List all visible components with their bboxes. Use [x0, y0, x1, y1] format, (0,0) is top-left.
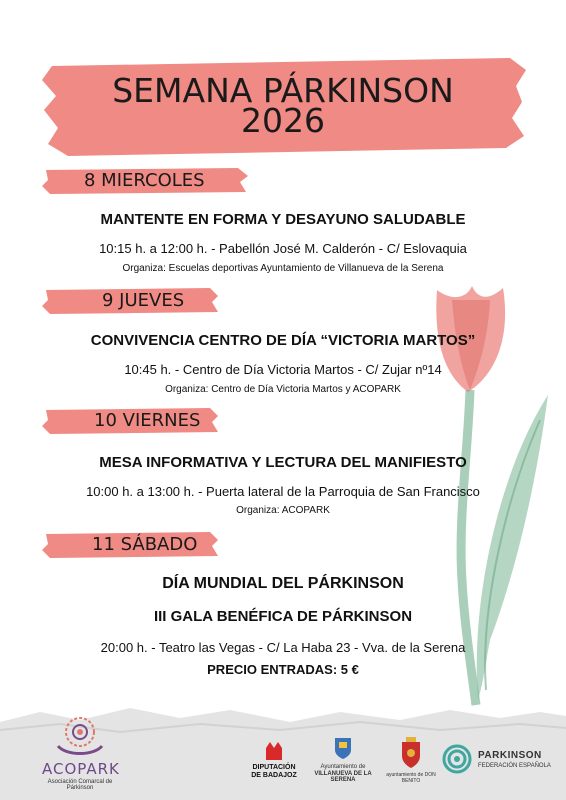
page-title-line1: SEMANA PÁRKINSON — [112, 71, 454, 110]
ayto-line1: Ayuntamiento de — [320, 764, 366, 770]
diputacion-emblem-icon — [264, 738, 284, 762]
day-label-3: 10 VIERNES — [94, 410, 201, 431]
day-label-4: 11 SÁBADO — [92, 534, 198, 555]
diputacion-line2: DE BADAJOZ — [251, 772, 297, 779]
third-logo-text: ayuntamiento de DON BENITO — [386, 772, 436, 784]
villanueva-shield-icon — [334, 736, 352, 760]
tulip-stem — [461, 390, 476, 705]
page-title-line2: 2026 — [241, 101, 325, 140]
parkinson-name: PARKINSON — [478, 750, 542, 761]
event-details-3: 10:00 h. a 13:00 h. - Puerta lateral de la Parroquia de San Francisco — [86, 484, 480, 499]
event-title-4: DÍA MUNDIAL DEL PÁRKINSON — [162, 575, 404, 592]
diputacion-line1: DIPUTACIÓN — [252, 764, 296, 771]
event-details-1: 10:15 h. a 12:00 h. - Pabellón José M. Calderón - C/ Eslovaquia — [99, 241, 467, 256]
event-subtitle-4: III GALA BENÉFICA DE PÁRKINSON — [153, 608, 413, 625]
event-title-3: MESA INFORMATIVA Y LECTURA DEL MANIFIESTO — [99, 454, 467, 471]
event-details-2: 10:45 h. - Centro de Día Victoria Martos - C/ Zujar nº14 — [124, 362, 442, 377]
event-organizer-2: Organiza: Centro de Día Victoria Martos y ACOPARK — [165, 384, 401, 395]
event-details-4: 20:00 h. - Teatro las Vegas - C/ La Haba 23 - Vva. de la Serena — [100, 640, 466, 655]
day-label-1: 8 MIERCOLES — [84, 170, 205, 191]
event-title-1: MANTENTE EN FORMA Y DESAYUNO SALUDABLE — [100, 211, 466, 228]
event-organizer-1: Organiza: Escuelas deportivas Ayuntamiento de Villanueva de la Serena — [122, 263, 444, 274]
ayto-line2: VILLANUEVA DE LA SERENA — [314, 771, 372, 783]
acopark-logo-icon — [50, 716, 110, 760]
acopark-name: ACOPARK — [42, 760, 120, 778]
don-benito-crest-icon — [398, 736, 424, 770]
event-price-4: PRECIO ENTRADAS: 5 € — [207, 662, 359, 677]
acopark-subtitle: Asociación Comarcal de Párkinson — [47, 779, 113, 791]
event-organizer-3: Organiza: ACOPARK — [236, 505, 330, 516]
parkinson-spiral-icon — [442, 744, 472, 774]
footer-logos — [0, 700, 566, 800]
day-label-2: 9 JUEVES — [102, 290, 185, 311]
parkinson-subtitle: FEDERACIÓN ESPAÑOLA — [478, 763, 551, 769]
event-title-2: CONVIVENCIA CENTRO DE DÍA “VICTORIA MARTOS” — [90, 332, 476, 349]
